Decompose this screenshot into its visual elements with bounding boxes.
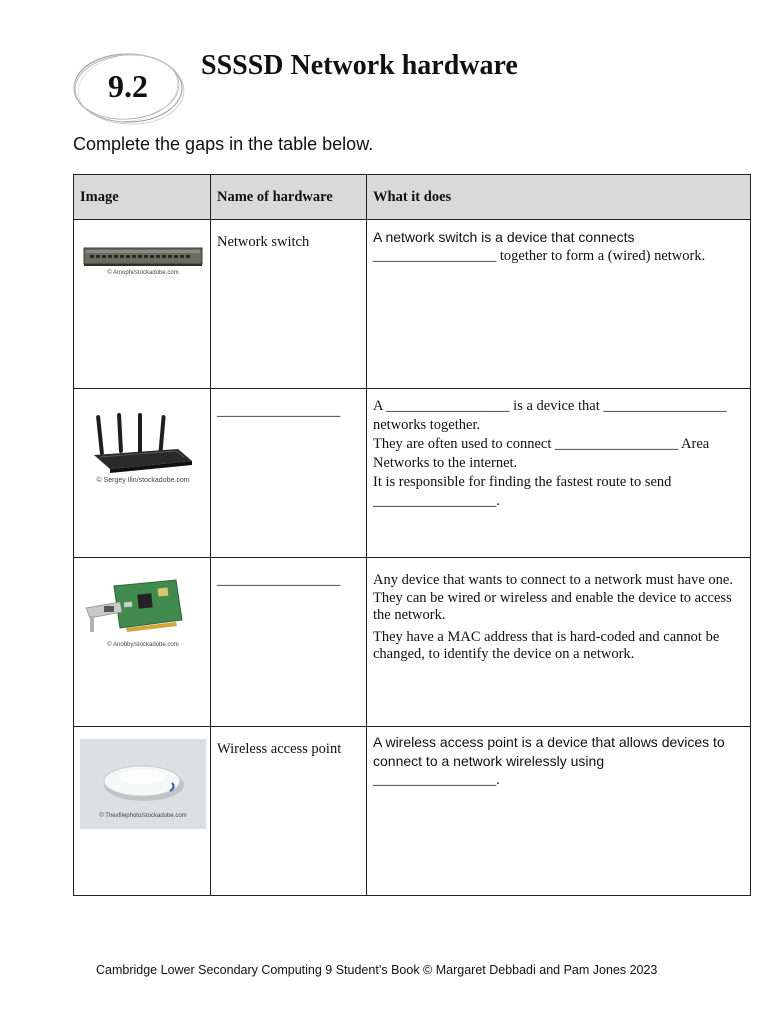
hardware-name: _________________ [211,558,367,727]
network-switch-image [80,244,206,275]
page-title: SSSSD Network hardware [201,50,518,81]
description-line: It is responsible for finding the fastest route to send _________________. [373,474,672,509]
hardware-description [367,558,751,727]
description-line: A wireless access point is a device that allows devices to connect to a network wirelessly using [373,734,725,769]
router-icon [80,411,206,475]
description-line: A _________________ is a device that _________________ networks together. [373,398,727,433]
instruction-text: Complete the gaps in the table below. [73,134,374,154]
table-row [74,389,751,558]
image-cell [74,389,211,558]
hardware-description [367,220,751,389]
network-card-image [80,572,206,647]
description-line: Any device that wants to connect to a network must have one. They can be wired or wireless and enable the device to access the network. [373,572,733,623]
header-image: Image [74,175,211,220]
page-footer: Cambridge Lower Secondary Computing 9 Student’s Book © Margaret Debbadi and Pam Jones 2023 [96,963,658,977]
image-cell [74,727,211,896]
table-row [74,727,751,896]
table-row [74,220,751,389]
header-name: Name of hardware [211,175,367,220]
header-what: What it does [367,175,751,220]
hardware-description [367,727,751,896]
image-cell [74,220,211,389]
description-line: A network switch is a device that connects [373,229,635,245]
image-credit: © Amophi/stockadobe.com [107,270,179,276]
image-credit: © Anobby/stockadobe.com [107,642,179,648]
hardware-name: _________________ [211,389,367,558]
table-row [74,558,751,727]
section-number: 9.2 [108,68,148,104]
network-card-icon [80,572,206,642]
hardware-name: Wireless access point [211,727,367,896]
hardware-table [73,174,751,896]
image-cell [74,558,211,727]
router-image [80,411,206,484]
description-line: They are often used to connect _________________ Area Networks to the internet. [373,436,710,471]
table-header-row [74,175,751,220]
hardware-description [367,389,751,558]
wireless-access-point-image [80,739,206,829]
hardware-name: Network switch [211,220,367,389]
section-badge [70,50,186,126]
image-credit: © Sergey Ilin/stockadobe.com [96,477,190,484]
description-line: They have a MAC address that is hard-coded and cannot be changed, to identify the device on a network. [373,628,720,662]
description-line: _________________. [373,772,500,788]
description-line: _________________ together to form a (wired) network. [373,248,706,264]
image-credit: © Thexfilephoto/stockadobe.com [99,813,187,819]
network-switch-icon [80,244,206,270]
